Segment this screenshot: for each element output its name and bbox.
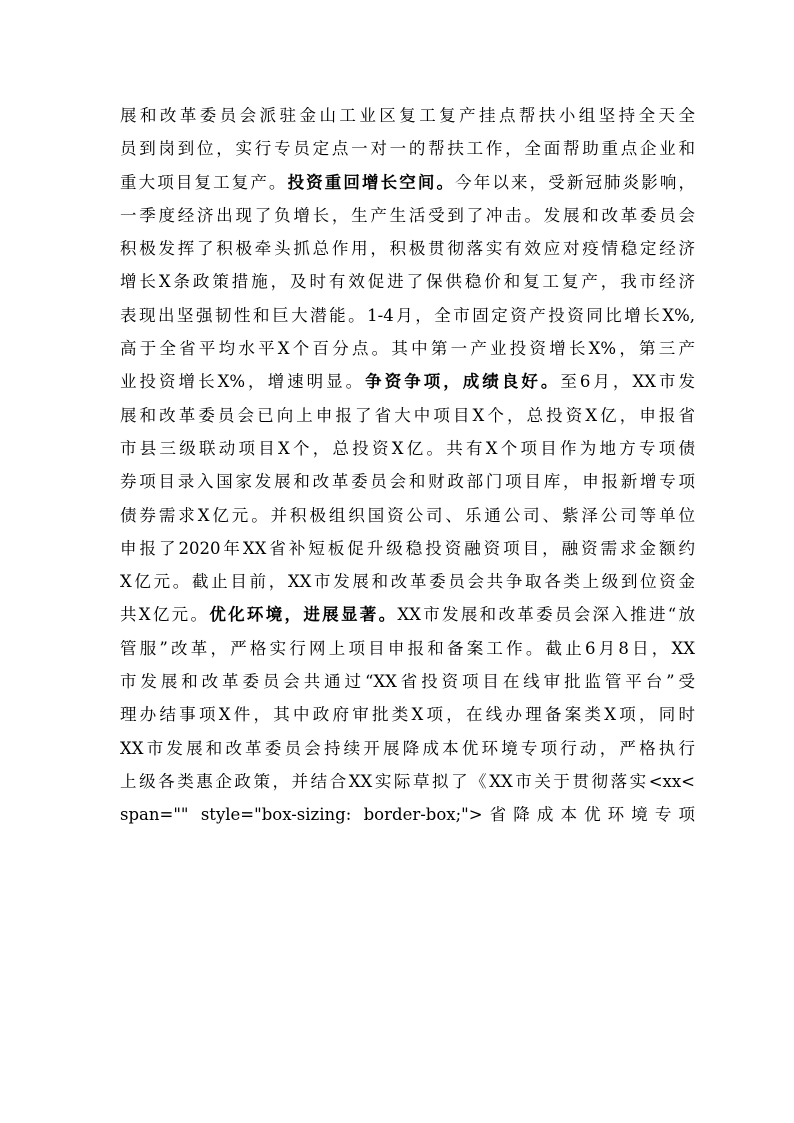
body-text: 一季度经济出现了负增长，生产生活受到了冲击。发展和改革委员会	[120, 205, 695, 225]
text-line	[120, 332, 695, 365]
body-text: 展和改革委员会已向上申报了省大中项目X个，总投资X亿，申报省	[120, 405, 695, 425]
body-text: 今年以来，受新冠肺炎影响，	[455, 172, 696, 192]
body-text: 市县三级联动项目X个，总投资X亿。共有X个项目作为地方专项债	[120, 438, 695, 458]
body-paragraph	[120, 99, 695, 832]
text-line	[120, 665, 695, 698]
body-text: 表现出坚强韧性和巨大潜能。1-4月，全市固定资产投资同比增长X%,	[120, 305, 695, 325]
text-line	[120, 432, 695, 465]
text-line	[120, 732, 695, 765]
bold-heading-text: 争资争项，成绩良好。	[365, 372, 561, 392]
body-text: 积极发挥了积极牵头抓总作用，积极贯彻落实有效应对疫情稳定经济	[120, 239, 695, 259]
body-text: 展和改革委员会派驻金山工业区复工复产挂点帮扶小组坚持全天全	[120, 106, 695, 125]
text-line	[120, 132, 695, 165]
text-line	[120, 598, 695, 631]
text-line	[120, 765, 695, 798]
body-text: 理办结事项X件，其中政府审批类X项，在线办理备案类X项，同时	[120, 705, 695, 725]
text-line	[120, 798, 695, 831]
text-line	[120, 265, 695, 298]
text-line	[120, 166, 695, 199]
body-text: 高于全省平均水平X个百分点。其中第一产业投资增长X%，第三产	[120, 339, 695, 359]
text-line	[120, 632, 695, 665]
body-text: 增长X条政策措施，及时有效促进了保供稳价和复工复产，我市经济	[120, 272, 695, 292]
text-line	[120, 499, 695, 532]
text-line	[120, 299, 695, 332]
bold-heading-text: 投资重回增长空间。	[287, 172, 456, 192]
body-text: 市发展和改革委员会共通过“XX省投资项目在线审批监管平台”受	[120, 672, 695, 692]
text-line	[120, 99, 695, 132]
body-text: 重大项目复工复产。	[120, 172, 288, 192]
text-line	[120, 399, 695, 432]
body-text: XX市发展和改革委员会深入推进“放	[397, 605, 696, 625]
body-text: 管服”改革，严格实行网上项目申报和备案工作。截止6月8日，XX	[120, 638, 695, 658]
body-text: X亿元。截止目前，XX市发展和改革委员会共争取各类上级到位资金	[120, 572, 695, 592]
text-line	[120, 465, 695, 498]
bold-heading-text: 优化环境，进展显著。	[209, 605, 398, 625]
text-line	[120, 365, 695, 398]
text-line	[120, 565, 695, 598]
body-text: 债券需求X亿元。并积极组织国资公司、乐通公司、紫泽公司等单位	[120, 505, 695, 525]
body-text: 券项目录入国家发展和改革委员会和财政部门项目库，申报新增专项	[120, 472, 695, 492]
body-text: 上级各类惠企政策，并结合XX实际草拟了《XX市关于贯彻落实<xx<	[120, 771, 695, 791]
text-line	[120, 232, 695, 265]
body-text: XX市发展和改革委员会持续开展降成本优环境专项行动，严格执行	[120, 738, 695, 758]
body-text: 业投资增长X%，增速明显。	[120, 372, 366, 392]
text-line	[120, 532, 695, 565]
text-line	[120, 698, 695, 731]
body-text: 共X亿元。	[120, 605, 210, 625]
body-text: 员到岗到位，实行专员定点一对一的帮扶工作，全面帮助重点企业和	[120, 139, 695, 159]
body-text: 申报了2020年XX省补短板促升级稳投资融资项目，融资需求金额约	[120, 538, 695, 558]
body-text: 至6月，XX市发	[560, 372, 695, 392]
body-text: span="" style="box-sizing: border-box;">省降成本优环境专项	[120, 805, 695, 825]
text-line	[120, 199, 695, 232]
